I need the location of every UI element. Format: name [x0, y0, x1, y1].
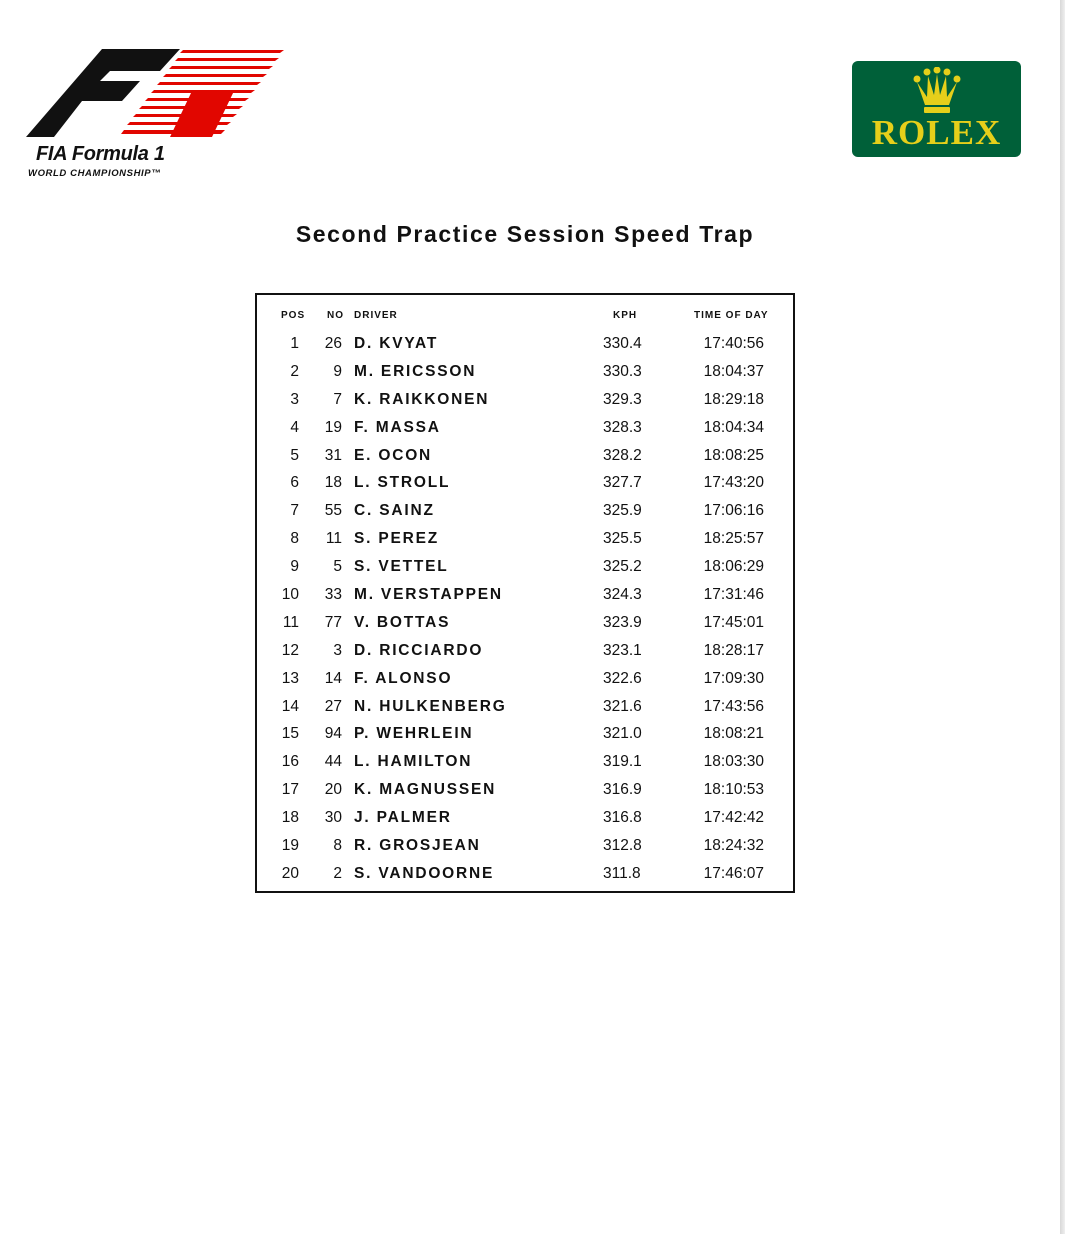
car-number-cell: 8 — [333, 837, 342, 855]
position-cell: 19 — [281, 837, 299, 855]
driver-cell: S. VANDOORNE — [354, 864, 495, 882]
speed-cell: 328.2 — [603, 446, 642, 464]
position-cell: 17 — [281, 781, 299, 799]
time-of-day-cell: 17:40:56 — [703, 335, 764, 352]
driver-cell: J. PALMER — [354, 809, 452, 827]
speed-cell: 312.8 — [603, 837, 642, 855]
table-row — [257, 525, 793, 553]
position-cell: 12 — [281, 641, 299, 659]
car-number-cell: 26 — [324, 335, 342, 352]
table-row — [257, 832, 793, 860]
f1-logo-subtitle: WORLD CHAMPIONSHIP™ — [28, 168, 162, 179]
table-row — [257, 609, 793, 637]
car-number-cell: 11 — [325, 530, 342, 548]
driver-cell: K. MAGNUSSEN — [354, 781, 497, 799]
speed-cell: 330.3 — [603, 362, 642, 380]
car-number-cell: 33 — [324, 586, 342, 604]
speed-cell: 330.4 — [603, 335, 642, 352]
driver-cell: C. SAINZ — [354, 502, 435, 520]
page-edge — [1060, 0, 1065, 1234]
car-number-cell: 18 — [324, 474, 342, 492]
f1-logo-title: FIA Formula 1 — [36, 143, 165, 165]
table-row — [257, 637, 793, 665]
driver-cell: D. RICCIARDO — [354, 641, 484, 659]
time-of-day-cell: 17:09:30 — [703, 669, 764, 687]
page-title: Second Practice Session Speed Trap — [295, 221, 755, 247]
time-of-day-cell: 18:03:30 — [703, 753, 764, 771]
position-cell: 1 — [290, 335, 299, 352]
position-cell: 2 — [290, 362, 299, 380]
header-no: NO — [327, 310, 344, 321]
table-row — [257, 804, 793, 832]
time-of-day-cell: 17:43:56 — [703, 697, 764, 715]
table-row — [257, 748, 793, 776]
table-row — [257, 358, 793, 386]
speed-cell: 325.2 — [603, 558, 642, 576]
speed-cell: 322.6 — [603, 669, 642, 687]
rolex-wordmark: ROLEX — [871, 113, 1002, 152]
speed-cell: 328.3 — [603, 418, 642, 436]
speed-cell: 311.8 — [603, 864, 641, 882]
table-row — [257, 497, 793, 525]
table-row — [257, 469, 793, 497]
car-number-cell: 77 — [324, 613, 342, 631]
position-cell: 6 — [290, 474, 299, 492]
position-cell: 9 — [290, 558, 299, 576]
speed-cell: 321.0 — [603, 725, 642, 743]
driver-cell: M. ERICSSON — [354, 362, 477, 380]
car-number-cell: 55 — [324, 502, 342, 520]
position-cell: 7 — [290, 502, 299, 520]
f1-mark-icon — [26, 45, 288, 145]
position-cell: 18 — [281, 809, 299, 827]
time-of-day-cell: 18:04:34 — [703, 418, 764, 436]
header-time-of-day: TIME OF DAY — [694, 310, 769, 321]
driver-cell: S. VETTEL — [354, 558, 449, 576]
time-of-day-cell: 17:42:42 — [703, 809, 764, 827]
position-cell: 8 — [290, 530, 299, 548]
position-cell: 15 — [281, 725, 299, 743]
time-of-day-cell: 18:06:29 — [703, 558, 764, 576]
speed-cell: 324.3 — [603, 586, 642, 604]
position-cell: 20 — [281, 864, 299, 882]
table-row — [257, 860, 793, 888]
driver-cell: M. VERSTAPPEN — [354, 586, 503, 604]
position-cell: 14 — [281, 697, 299, 715]
driver-cell: V. BOTTAS — [354, 613, 451, 631]
table-row — [257, 581, 793, 609]
car-number-cell: 31 — [324, 446, 342, 464]
driver-cell: P. WEHRLEIN — [354, 725, 474, 743]
position-cell: 3 — [290, 390, 299, 408]
car-number-cell: 19 — [324, 418, 342, 436]
speed-cell: 319.1 — [603, 753, 642, 771]
time-of-day-cell: 18:29:18 — [703, 390, 764, 408]
position-cell: 4 — [290, 418, 299, 436]
car-number-cell: 44 — [324, 753, 342, 771]
table-body — [257, 330, 793, 888]
time-of-day-cell: 18:10:53 — [703, 781, 764, 799]
position-cell: 10 — [281, 586, 299, 604]
speed-cell: 325.9 — [603, 502, 642, 520]
car-number-cell: 14 — [324, 669, 342, 687]
time-of-day-cell: 18:24:32 — [703, 837, 764, 855]
time-of-day-cell: 17:46:07 — [703, 864, 764, 882]
driver-cell: N. HULKENBERG — [354, 697, 507, 715]
speed-cell: 323.1 — [603, 641, 642, 659]
time-of-day-cell: 17:45:01 — [703, 613, 764, 631]
driver-cell: F. ALONSO — [354, 669, 453, 687]
speed-cell: 327.7 — [603, 474, 642, 492]
driver-cell: F. MASSA — [354, 418, 441, 436]
speed-cell: 321.6 — [603, 697, 642, 715]
position-cell: 13 — [281, 669, 299, 687]
time-of-day-cell: 18:08:21 — [703, 725, 764, 743]
car-number-cell: 9 — [333, 362, 342, 380]
car-number-cell: 7 — [333, 390, 342, 408]
driver-cell: D. KVYAT — [354, 335, 439, 352]
speed-cell: 316.9 — [603, 781, 642, 799]
driver-cell: L. HAMILTON — [354, 753, 473, 771]
table-row — [257, 330, 793, 358]
driver-cell: K. RAIKKONEN — [354, 390, 490, 408]
time-of-day-cell: 17:31:46 — [703, 586, 764, 604]
driver-cell: L. STROLL — [354, 474, 451, 492]
car-number-cell: 94 — [324, 725, 342, 743]
driver-cell: E. OCON — [354, 446, 433, 464]
speed-cell: 325.5 — [603, 530, 642, 548]
f1-logo — [26, 45, 288, 185]
time-of-day-cell: 18:28:17 — [703, 641, 764, 659]
time-of-day-cell: 18:04:37 — [703, 362, 764, 380]
header-driver: DRIVER — [354, 310, 398, 321]
speed-cell: 316.8 — [603, 809, 642, 827]
header-pos: POS — [281, 310, 306, 321]
time-of-day-cell: 18:25:57 — [703, 530, 764, 548]
table-row — [257, 414, 793, 442]
table-row — [257, 693, 793, 721]
position-cell: 5 — [290, 446, 299, 464]
table-row — [257, 386, 793, 414]
position-cell: 11 — [282, 613, 299, 631]
car-number-cell: 5 — [333, 558, 342, 576]
car-number-cell: 20 — [324, 781, 342, 799]
time-of-day-cell: 17:06:16 — [703, 502, 764, 520]
table-row — [257, 553, 793, 581]
table-row — [257, 720, 793, 748]
crown-icon — [913, 67, 961, 115]
speed-cell: 329.3 — [603, 390, 642, 408]
driver-cell: R. GROSJEAN — [354, 837, 481, 855]
table-row — [257, 776, 793, 804]
car-number-cell: 30 — [324, 809, 342, 827]
time-of-day-cell: 18:08:25 — [703, 446, 764, 464]
car-number-cell: 2 — [333, 864, 342, 882]
table-row — [257, 665, 793, 693]
speed-trap-table — [255, 293, 795, 893]
rolex-logo — [852, 61, 1021, 157]
car-number-cell: 27 — [324, 697, 342, 715]
car-number-cell: 3 — [333, 641, 342, 659]
header-kph: KPH — [613, 310, 638, 321]
time-of-day-cell: 17:43:20 — [703, 474, 764, 492]
driver-cell: S. PEREZ — [354, 530, 440, 548]
position-cell: 16 — [281, 753, 299, 771]
table-row — [257, 442, 793, 470]
speed-cell: 323.9 — [603, 613, 642, 631]
